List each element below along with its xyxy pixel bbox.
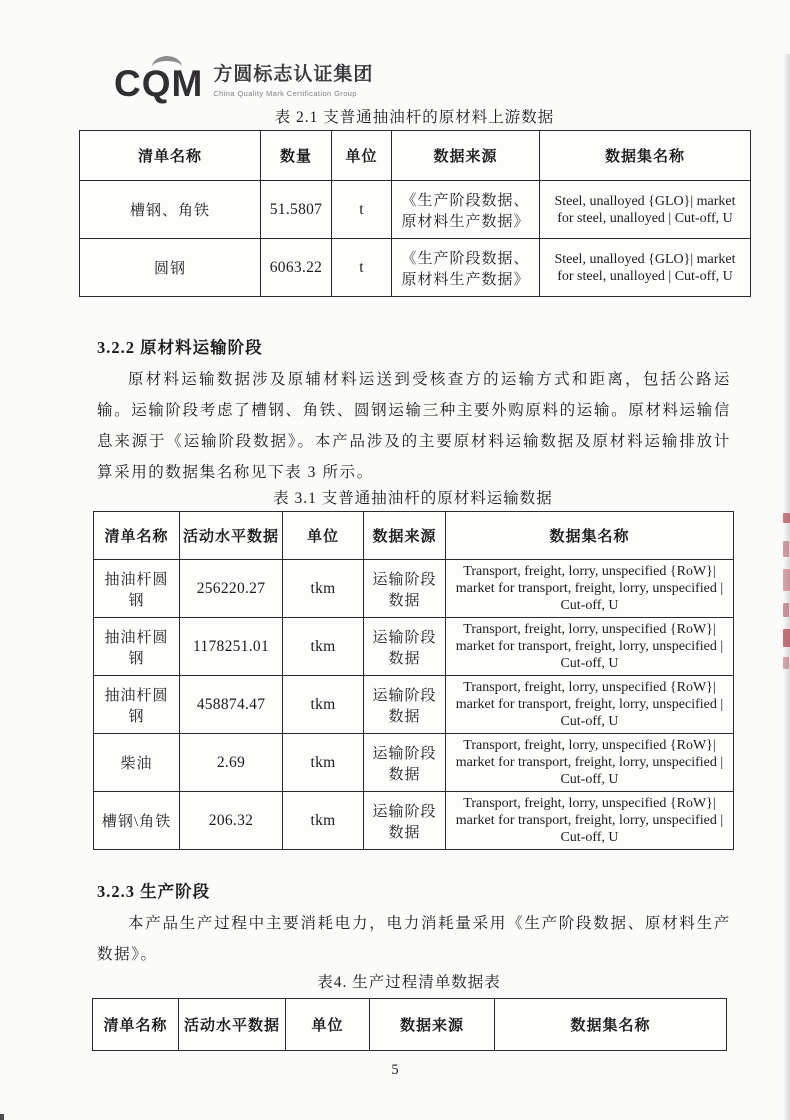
cell-source: 运输阶段数据 — [364, 734, 446, 792]
col-header-dataset: 数据集名称 — [495, 999, 727, 1051]
col-header-activity: 活动水平数据 — [179, 999, 286, 1051]
cell-unit: tkm — [283, 676, 364, 734]
cell-source: 运输阶段数据 — [364, 618, 446, 676]
col-header-name: 清单名称 — [80, 131, 261, 181]
cell-unit: tkm — [283, 618, 364, 676]
cell-dataset: Transport, freight, lorry, unspecified {RoW}| market for transport, freight, lorry, unspecified | Cut-off, U — [446, 734, 734, 792]
logo-acronym-text: CQM — [114, 63, 204, 104]
upstream-table-caption: 表 2.1 支普通抽油杆的原材料上游数据 — [274, 109, 555, 126]
scan-edge-right — [783, 54, 790, 1120]
logo-arc-icon — [152, 56, 182, 67]
cell-activity: 458874.47 — [180, 676, 283, 734]
cell-quantity: 51.5807 — [261, 181, 332, 239]
company-name-cn: 方圆标志认证集团 — [213, 64, 374, 85]
page-number: 5 — [391, 1062, 399, 1078]
cell-name: 圆钢 — [80, 239, 261, 297]
cell-unit: t — [332, 181, 392, 239]
document-page — [0, 54, 790, 1120]
cell-unit: t — [332, 239, 392, 297]
col-header-source: 数据来源 — [392, 131, 540, 181]
cell-unit: tkm — [283, 792, 364, 850]
table-row — [94, 618, 734, 676]
col-header-quantity: 数量 — [261, 131, 332, 181]
cell-activity: 206.32 — [180, 792, 283, 850]
section-heading-322: 3.2.2 原材料运输阶段 — [97, 338, 263, 357]
cell-source: 《生产阶段数据、原材料生产数据》 — [392, 239, 540, 297]
cqm-logo — [114, 54, 790, 106]
table-row — [94, 676, 734, 734]
cell-quantity: 6063.22 — [261, 239, 332, 297]
col-header-activity: 活动水平数据 — [180, 512, 283, 560]
stamp-mark — [783, 513, 790, 523]
cell-name: 槽钢\角铁 — [94, 792, 180, 850]
col-header-dataset: 数据集名称 — [446, 512, 734, 560]
table-header-row — [80, 131, 751, 181]
stamp-mark — [783, 657, 789, 669]
cell-dataset: Transport, freight, lorry, unspecified {RoW}| market for transport, freight, lorry, unspecified | Cut-off, U — [446, 560, 734, 618]
col-header-unit: 单位 — [283, 512, 364, 560]
col-header-dataset: 数据集名称 — [540, 131, 751, 181]
company-name-en: China Quality Mark Certification Group — [213, 89, 357, 98]
cell-name: 抽油杆圆钢 — [94, 676, 180, 734]
table-header-row — [94, 512, 734, 560]
cell-dataset: Steel, unalloyed {GLO}| market for steel, unalloyed | Cut-off, U — [540, 181, 751, 239]
cell-dataset: Transport, freight, lorry, unspecified {RoW}| market for transport, freight, lorry, unspecified | Cut-off, U — [446, 618, 734, 676]
table-row — [94, 792, 734, 850]
cell-name: 抽油杆圆钢 — [94, 618, 180, 676]
scan-edge-left-line — [0, 1114, 4, 1120]
cell-name: 柴油 — [94, 734, 180, 792]
section-paragraph-322: 原材料运输数据涉及原辅材料运送到受核查方的运输方式和距离，包括公路运输。运输阶段考虑了槽钢、角铁、圆钢运输三种主要外购原料的运输。原材料运输信息来源于《运输阶段数据》。本产品涉及的主要原材料运输数据及原材料运输排放计算采用的数据集名称见下表 3 所示。 — [97, 371, 731, 481]
transport-table-caption: 表 3.1 支普通抽油杆的原材料运输数据 — [273, 490, 553, 507]
cell-source: 《生产阶段数据、原材料生产数据》 — [392, 181, 540, 239]
col-header-unit: 单位 — [286, 999, 370, 1051]
cell-unit: tkm — [283, 560, 364, 618]
table-row — [80, 239, 751, 297]
cell-activity: 1178251.01 — [180, 618, 283, 676]
upstream-data-table — [79, 130, 751, 297]
cell-dataset: Transport, freight, lorry, unspecified {RoW}| market for transport, freight, lorry, unspecified | Cut-off, U — [446, 792, 734, 850]
cell-name: 抽油杆圆钢 — [94, 560, 180, 618]
stamp-mark — [783, 629, 790, 647]
stamp-mark — [783, 541, 789, 557]
cell-source: 运输阶段数据 — [364, 792, 446, 850]
table-row — [80, 181, 751, 239]
cell-activity: 256220.27 — [180, 560, 283, 618]
logo-names — [213, 54, 373, 98]
table-row — [94, 560, 734, 618]
cell-source: 运输阶段数据 — [364, 676, 446, 734]
production-data-table — [92, 998, 727, 1051]
cell-dataset: Transport, freight, lorry, unspecified {RoW}| market for transport, freight, lorry, unspecified | Cut-off, U — [446, 676, 734, 734]
red-stamp-fragment — [781, 507, 790, 679]
transport-data-table — [93, 511, 734, 850]
col-header-name: 清单名称 — [93, 999, 179, 1051]
col-header-name: 清单名称 — [94, 512, 180, 560]
cell-unit: tkm — [283, 734, 364, 792]
col-header-unit: 单位 — [332, 131, 392, 181]
col-header-source: 数据来源 — [364, 512, 446, 560]
cqm-logo-acronym — [114, 54, 203, 107]
cell-dataset: Steel, unalloyed {GLO}| market for steel, unalloyed | Cut-off, U — [540, 239, 751, 297]
table-header-row — [93, 999, 727, 1051]
stamp-mark — [783, 603, 789, 617]
col-header-source: 数据来源 — [370, 999, 495, 1051]
cell-activity: 2.69 — [180, 734, 283, 792]
production-table-caption: 表4. 生产过程清单数据表 — [317, 974, 501, 991]
cell-source: 运输阶段数据 — [364, 560, 446, 618]
table-row — [94, 734, 734, 792]
stamp-mark — [783, 569, 790, 591]
section-paragraph-323: 本产品生产过程中主要消耗电力，电力消耗量采用《生产阶段数据、原材料生产数据》。 — [97, 915, 731, 963]
section-heading-323: 3.2.3 生产阶段 — [97, 882, 211, 901]
cell-name: 槽钢、角铁 — [80, 181, 261, 239]
